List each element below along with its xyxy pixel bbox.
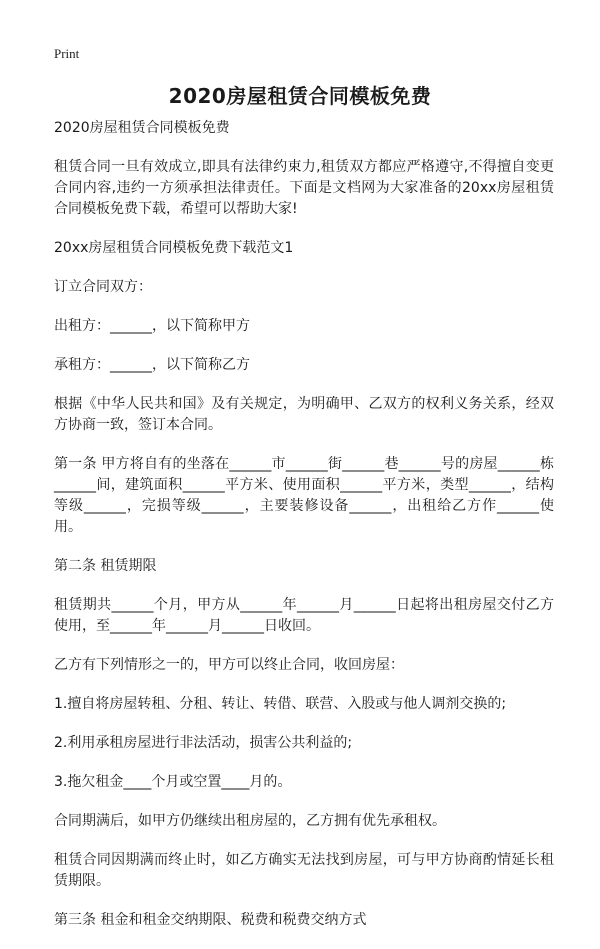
print-label: Print	[54, 46, 80, 61]
termination-intro: 乙方有下列情形之一的，甲方可以终止合同，收回房屋：	[54, 657, 404, 673]
subtitle-paragraph: 2020房屋租赁合同模板免费	[54, 120, 230, 136]
priority-paragraph: 合同期满后，如甲方仍继续出租房屋的，乙方拥有优先承租权。	[54, 813, 446, 829]
parties-heading: 订立合同双方：	[54, 279, 152, 295]
extension-paragraph: 租赁合同因期满而终止时，如乙方确实无法找到房屋，可与甲方协商酌情延长租赁期限。	[54, 852, 554, 889]
basis-paragraph: 根据《中华人民共和国》及有关规定，为明确甲、乙双方的权利义务关系，经双方协商一致，签订本合同。	[54, 396, 554, 433]
sample-heading: 20xx房屋租赁合同模板免费下载范文1	[54, 240, 294, 256]
lessor-line: 出租方：______，以下简称甲方	[54, 318, 250, 334]
article-three-heading: 第三条 租金和租金交纳期限、税费和税费交纳方式	[54, 912, 367, 928]
document-title: 2020房屋租赁合同模板免费	[168, 84, 432, 108]
lease-term-paragraph: 租赁期共______个月，甲方从______年______月______日起将出租房屋交付乙方使用，至______年______月______日收回。	[54, 597, 554, 634]
article-one: 第一条 甲方将自有的坐落在______市______街______巷______号的房屋______栋______间，建筑面积______平方米、使用面积______平方米，类型______，结构等级______，完损等级______，主要装修设备______，出租给乙方作______使用。	[54, 456, 554, 535]
termination-item-2: 2.利用承租房屋进行非法活动，损害公共利益的;	[54, 735, 353, 751]
article-two-heading: 第二条 租赁期限	[54, 558, 157, 574]
termination-item-1: 1.擅自将房屋转租、分租、转让、转借、联营、入股或与他人调剂交换的;	[54, 696, 507, 712]
lessee-line: 承租方：______，以下简称乙方	[54, 357, 250, 373]
document-body	[54, 118, 554, 949]
intro-paragraph: 租赁合同一旦有效成立,即具有法律约束力,租赁双方都应严格遵守,不得擅自变更合同内容,违约一方须承担法律责任。下面是文档网为大家准备的20xx房屋租赁合同模板免费下载，希望可以帮助大家!	[54, 159, 554, 217]
termination-item-3: 3.拖欠租金____个月或空置____月的。	[54, 774, 292, 790]
